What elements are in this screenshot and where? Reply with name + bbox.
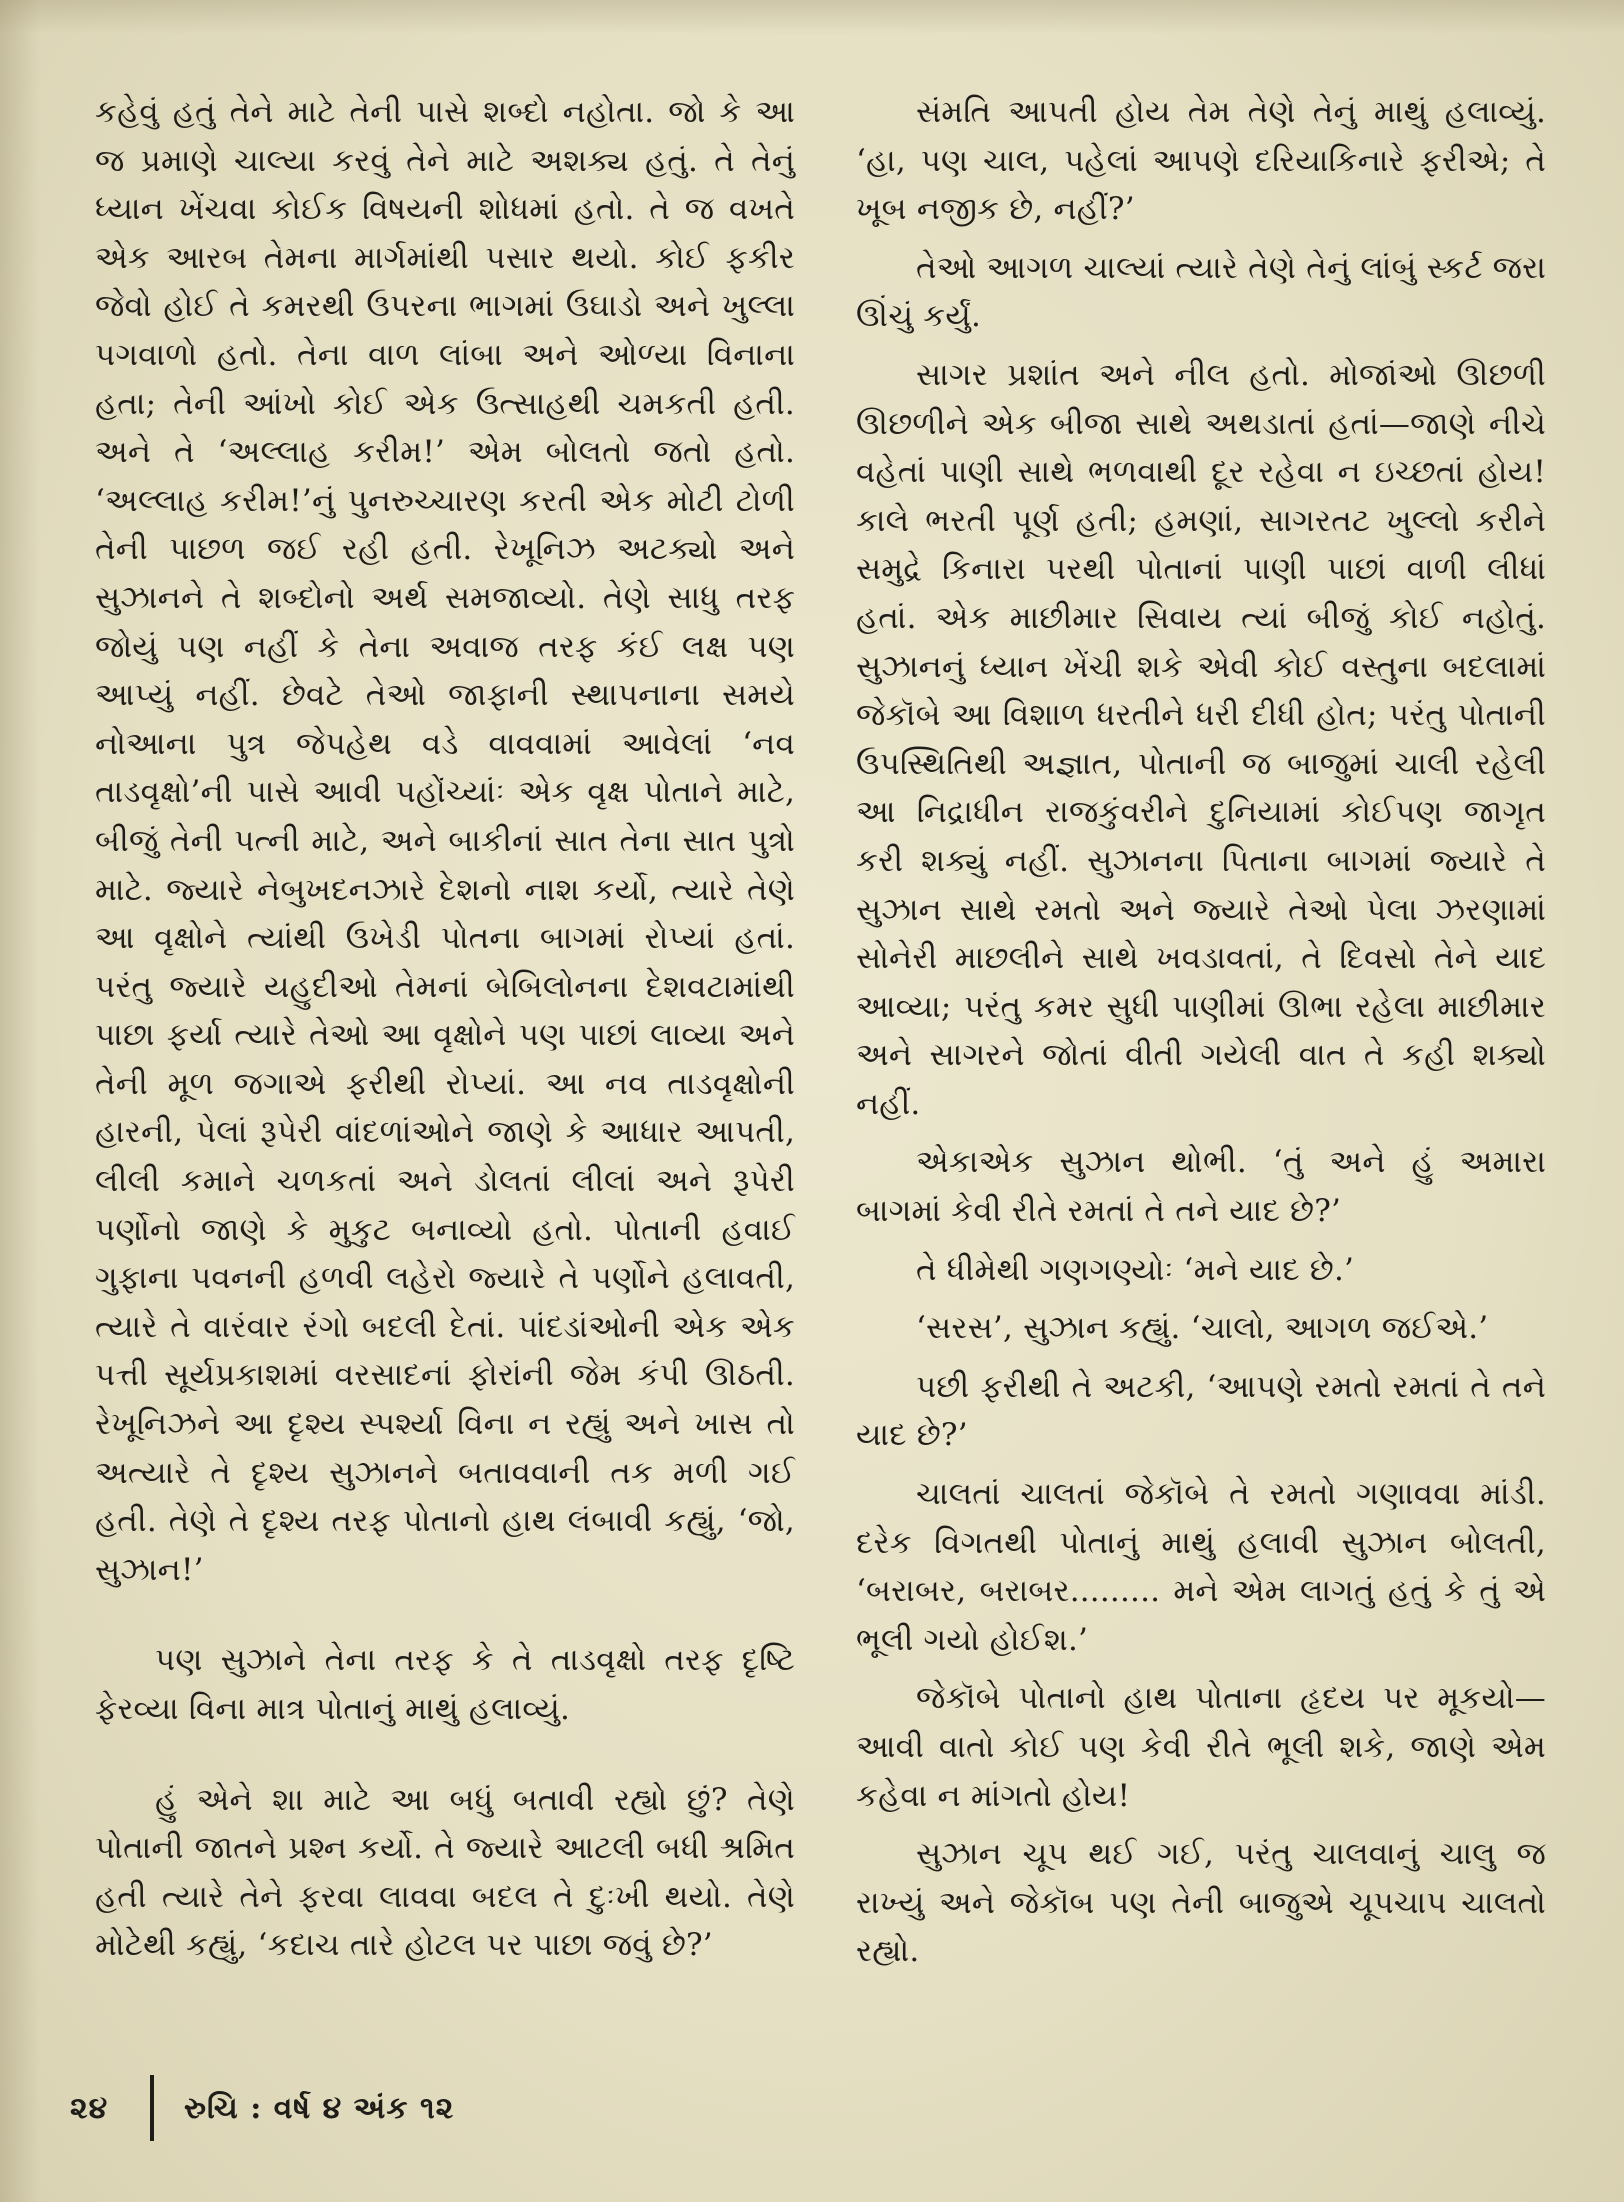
right-column (856, 88, 1546, 1976)
page-edge-shadow (0, 0, 40, 2202)
paragraph: પછી ફરીથી તે અટકી, ‘આપણે રમતો રમતાં તે તને યાદ છે?’ (856, 1368, 1546, 1454)
paragraph: જેકૉબે પોતાનો હાથ પોતાના હૃદય પર મૂકયો— આવી વાતો કોઈ પણ કેવી રીતે ભૂલી શકે, જાણે એમ કહેવા ન માંગતો હોય! (856, 1680, 1546, 1814)
footer-divider (150, 2075, 154, 2141)
left-column (95, 88, 795, 1970)
paragraph: સંમતિ આપતી હોય તેમ તેણે તેનું માથું હલાવ્યું. ‘હા, પણ ચાલ, પહેલાં આપણે દરિયાકિનારે ફરીએ; તે ખૂબ નજીક છે, નહીં?’ (856, 94, 1546, 228)
paragraph: ‘સરસ’, સુઝાન કહ્યું. ‘ચાલો, આગળ જઈએ.’ (916, 1310, 1489, 1347)
page-number: ૨૪ (70, 2090, 109, 2126)
paragraph: પણ સુઝાને તેના તરફ કે તે તાડવૃક્ષો તરફ દૃષ્ટિ ફેરવ્યા વિના માત્ર પોતાનું માથું હલાવ્યું. (95, 1642, 795, 1727)
paragraph: સુઝાન ચૂપ થઈ ગઈ, પરંતુ ચાલવાનું ચાલુ જ રાખ્યું અને જેકૉબ પણ તેની બાજુએ ચૂપચાપ ચાલતો રહ્યો. (856, 1836, 1546, 1970)
paragraph: ચાલતાં ચાલતાં જેકૉબે તે રમતો ગણાવવા માંડી. દરેક વિગતથી પોતાનું માથું હલાવી સુઝાન બોલતી, ‘બરાબર, બરાબર......... મને એમ લાગતું હતું કે તું એ ભૂલી ગયો હોઈશ.’ (856, 1476, 1546, 1658)
paragraph: કહેવું હતું તેને માટે તેની પાસે શબ્દો નહોતા. જો કે આ જ પ્રમાણે ચાલ્યા કરવું તેને માટે અશક્ય હતું. તે તેનું ધ્યાન ખેંચવા કોઈક વિષયની શોધમાં હતો. તે જ વખતે એક આરબ તેમના માર્ગમાંથી પસાર થયો. કોઈ ફકીર જેવો હોઈ તે કમરથી ઉપરના ભાગમાં ઉઘાડો અને ખુલ્લા પગવાળો હતો. તેના વાળ લાંબા અને ઓળ્યા વિનાના હતા; તેની આંખો કોઈ એક ઉત્સાહથી ચમકતી હતી. અને તે ‘અલ્લાહ કરીમ!’ એમ બોલતો જતો હતો. ‘અલ્લાહ કરીમ!’નું પુનરુચ્ચારણ કરતી એક મોટી ટોળી તેની પાછળ જઈ રહી હતી. રેખૂનિઝ અટક્યો અને સુઝાનને તે શબ્દોનો અર્થ સમજાવ્યો. તેણે સાધુ તરફ જોયું પણ નહીં કે તેના અવાજ તરફ કંઈ લક્ષ પણ આપ્યું નહીં. છેવટે તેઓ જાફાની સ્થાપનાના સમયે નોઆના પુત્ર જેપહેથ વડે વાવવામાં આવેલાં ‘નવ તાડવૃક્ષો’ની પાસે આવી પહોંચ્યાંઃ એક વૃક્ષ પોતાને માટે, બીજું તેની પત્ની માટે, અને બાકીનાં સાત તેના સાત પુત્રો માટે. જ્યારે નેબુખદનઝારે દેશનો નાશ કર્યો, ત્યારે તેણે આ વૃક્ષોને ત્યાંથી ઉખેડી પોતના બાગમાં રોપ્યાં હતાં. પરંતુ જ્યારે યહુદીઓ તેમનાં બેબિલોનના દેશવટામાંથી પાછા ફર્યા ત્યારે તેઓ આ વૃક્ષોને પણ પાછાં લાવ્યા અને તેની મૂળ જગાએ ફરીથી રોપ્યાં. આ નવ તાડવૃક્ષોની હારની, પેલાં રૂપેરી વાંદળાંઓને જાણે કે આધાર આપતી, લીલી કમાને ચળકતાં અને ડોલતાં લીલાં અને રૂપેરી પર્ણોનો જાણે કે મુકુટ બનાવ્યો હતો. પોતાની હવાઈ ગુફાના પવનની હળવી લહેરો જ્યારે તે પર્ણોને હલાવતી, ત્યારે તે વારંવાર રંગો બદલી દેતાં. પાંદડાંઓની એક એક પત્તી સૂર્યપ્રકાશમાં વરસાદનાં ફોરાંની જેમ કંપી ઊઠતી. રેખૂનિઝને આ દૃશ્ય સ્પર્શ્યા વિના ન રહ્યું અને ખાસ તો અત્યારે તે દૃશ્ય સુઝાનને બતાવવાની તક મળી ગઈ હતી. તેણે તે દૃશ્ય તરફ પોતાનો હાથ લંબાવી કહ્યું, ‘જો, સુઝાન!’ (95, 94, 795, 1588)
magazine-issue: રુચિ : વર્ષ ૪ અંક ૧૨ (184, 2090, 455, 2126)
paragraph: હું એને શા માટે આ બધું બતાવી રહ્યો છું? તેણે પોતાની જાતને પ્રશ્ન કર્યો. તે જ્યારે આટલી બધી શ્રમિત હતી ત્યારે તેને ફરવા લાવવા બદલ તે દુઃખી થયો. તેણે મોટેથી કહ્યું, ‘કદાચ તારે હોટલ પર પાછા જવું છે?’ (95, 1781, 795, 1964)
paragraph: સાગર પ્રશાંત અને નીલ હતો. મોજાંઓ ઊછળી ઊછળીને એક બીજા સાથે અથડાતાં હતાં—જાણે નીચે વહેતાં પાણી સાથે ભળવાથી દૂર રહેવા ન ઇચ્છતાં હોય! કાલે ભરતી પૂર્ણ હતી; હમણાં, સાગરતટ ખુલ્લો કરીને સમુદ્રે કિનારા પરથી પોતાનાં પાણી પાછાં વાળી લીધાં હતાં. એક માછીમાર સિવાય ત્યાં બીજું કોઈ નહોતું. સુઝાનનું ધ્યાન ખેંચી શકે એવી કોઈ વસ્તુના બદલામાં જેકૉબે આ વિશાળ ધરતીને ધરી દીધી હોત; પરંતુ પોતાની ઉપસ્થિતિથી અજ્ઞાત, પોતાની જ બાજુમાં ચાલી રહેલી આ નિદ્રાધીન રાજકુંવરીને દુનિયામાં કોઈપણ જાગૃત કરી શક્યું નહીં. સુઝાનના પિતાના બાગમાં જ્યારે તે સુઝાન સાથે રમતો અને જ્યારે તેઓ પેલા ઝરણામાં સોનેરી માછલીને સાથે ખવડાવતાં, તે દિવસો તેને યાદ આવ્યા; પરંતુ કમર સુધી પાણીમાં ઊભા રહેલા માછીમાર અને સાગરને જોતાં વીતી ગયેલી વાત તે કહી શક્યો નહીં. (856, 356, 1546, 1122)
paragraph: એકાએક સુઝાન થોભી. ‘તું અને હું અમારા બાગમાં કેવી રીતે રમતાં તે તને યાદ છે?’ (856, 1144, 1546, 1230)
page-footer (70, 2078, 454, 2138)
paragraph: તે ધીમેથી ગણગણ્યોઃ ‘મને યાદ છે.’ (916, 1251, 1355, 1288)
page-top-shadow (0, 0, 1624, 34)
paragraph: તેઓ આગળ ચાલ્યાં ત્યારે તેણે તેનું લાંબું સ્કર્ટ જરા ઊંચું કર્યું. (856, 249, 1546, 335)
